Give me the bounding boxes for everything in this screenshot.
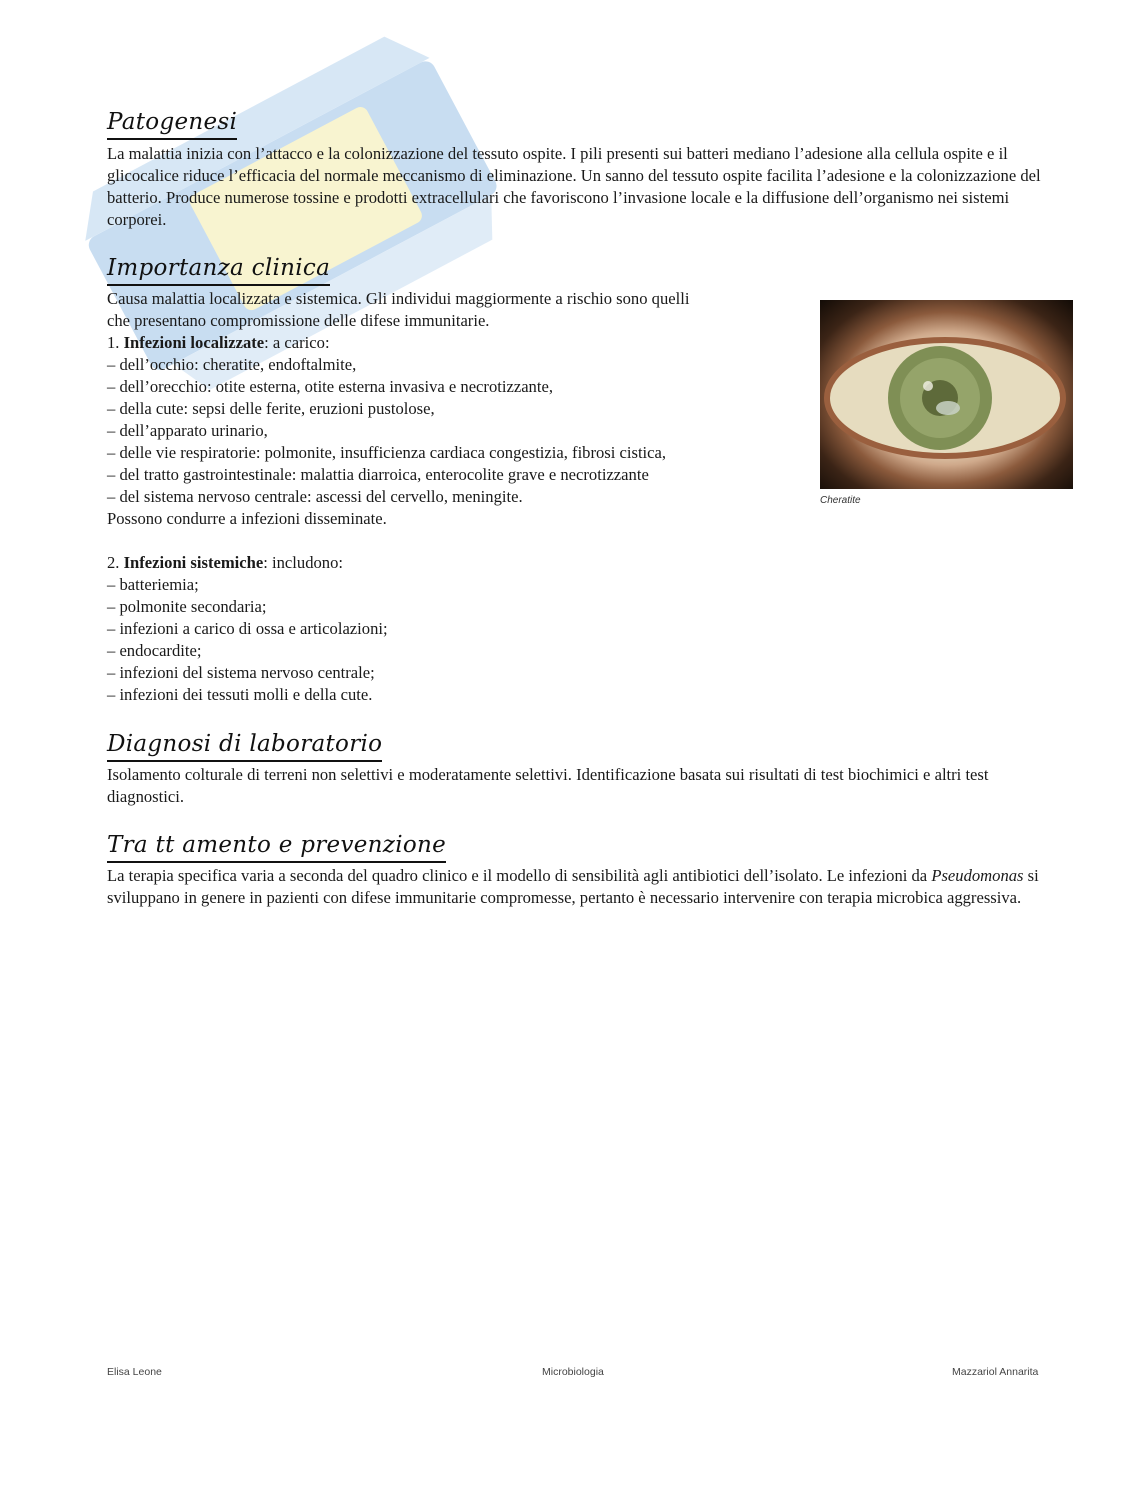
list-item: – infezioni a carico di ossa e articolazioni;	[107, 619, 388, 638]
section-heading-importanza-clinica: Importanza clinica	[107, 254, 330, 286]
systemic-infections-suffix: : includono:	[263, 553, 343, 572]
list-item: – polmonite secondaria;	[107, 597, 267, 616]
list-item: – del tratto gastrointestinale: malattia diarroica, enterocolite grave e necrotizzante	[107, 465, 649, 484]
section-heading-patogenesi: Patogenesi	[107, 108, 237, 140]
systemic-infections-title: Infezioni sistemiche	[123, 553, 264, 572]
list-item: – infezioni dei tessuti molli e della cute.	[107, 685, 373, 704]
footer-subject: Microbiologia	[542, 1366, 604, 1378]
footer-professor: Mazzariol Annarita	[952, 1366, 1039, 1378]
section-heading-diagnosi: Diagnosi di laboratorio	[107, 730, 382, 762]
list-item: – batteriemia;	[107, 575, 199, 594]
diagnosi-paragraph: Isolamento colturale di terreni non selettivi e moderatamente selettivi. Identificazione basata sui risultati di test biochimici e altri test diagnostici.	[107, 765, 989, 806]
trattamento-paragraph	[107, 865, 1052, 909]
trattamento-text-part-2: si sviluppano in genere in pazienti con difese immunitarie compromesse, pertanto è necessario intervenire con terapia microbica aggressiva.	[107, 866, 1039, 907]
list-item: – endocardite;	[107, 641, 202, 660]
eye-illustration	[820, 300, 1073, 489]
systemic-infections-heading	[107, 552, 807, 574]
list-item: – dell’orecchio: otite esterna, otite esterna invasiva e necrotizzante,	[107, 377, 553, 396]
section-heading-trattamento: Tra tt amento e prevenzione	[107, 831, 446, 863]
importanza-intro-line-1: Causa malattia localizzata e sistemica. Gli individui maggiormente a rischio sono quelli	[107, 289, 690, 308]
footer-author: Elisa Leone	[107, 1366, 162, 1378]
local-infections-suffix: : a carico:	[264, 333, 330, 352]
local-infections-list	[107, 354, 807, 508]
systemic-infections-number: 2.	[107, 553, 124, 572]
systemic-infections-list	[107, 574, 807, 706]
list-item: – infezioni del sistema nervoso centrale;	[107, 663, 375, 682]
local-infections-heading	[107, 332, 807, 354]
list-item: – dell’occhio: cheratite, endoftalmite,	[107, 355, 357, 374]
local-infections-number: 1.	[107, 333, 124, 352]
local-infections-outro: Possono condurre a infezioni disseminate.	[107, 509, 387, 528]
pseudomonas-italic: Pseudomonas	[931, 866, 1024, 885]
importanza-intro-line-2: che presentano compromissione delle difese immunitarie.	[107, 311, 490, 330]
patogenesi-paragraph: La malattia inizia con l’attacco e la colonizzazione del tessuto ospite. I pili presenti sui batteri mediano l’adesione alla cellula ospite e il glicocalice riduce l’efficacia del normale meccanismo di eliminazione. Un sanno del tessuto ospite facilita l’adesione e la colonizzazione del batterio. Produce numerose tossine e prodotti extracellulari che favoriscono l’invasione locale e la diffusione dell’organismo nei sistemi corporei.	[107, 144, 1041, 229]
keratitis-eye-photo	[820, 300, 1073, 489]
list-item: – dell’apparato urinario,	[107, 421, 268, 440]
spacer	[107, 530, 807, 552]
list-item: – del sistema nervoso centrale: ascessi del cervello, meningite.	[107, 487, 523, 506]
list-item: – della cute: sepsi delle ferite, eruzioni pustolose,	[107, 399, 435, 418]
figure-caption: Cheratite	[820, 495, 861, 506]
list-item: – delle vie respiratorie: polmonite, insufficienza cardiaca congestizia, fibrosi cistica,	[107, 443, 667, 462]
importanza-clinica-body	[107, 288, 807, 706]
local-infections-title: Infezioni localizzate	[123, 333, 265, 352]
trattamento-text-part-1: La terapia specifica varia a seconda del quadro clinico e il modello di sensibilità agli antibiotici dell’isolato. Le infezioni da	[107, 866, 932, 885]
